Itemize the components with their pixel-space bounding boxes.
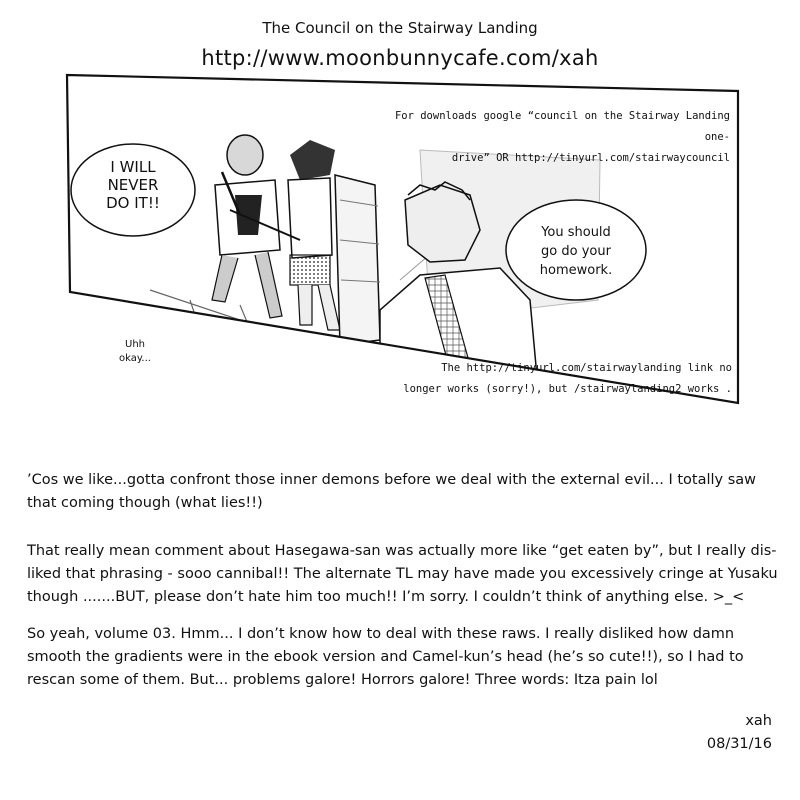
paragraph-2: That really mean comment about Hasegawa-san was actually more like “get eaten by”, but I really dis-liked that phrasing - sooo cannibal!! The alternate TL may have made you excessively cringe at Yusaku though .......BUT, please don’t hate him too much!! I’m sorry. I couldn’t think of anything else. >_< (27, 543, 778, 605)
page-title: The Council on the Stairway Landing (262, 19, 538, 37)
bubble-text-uhh: Uhh okay... (119, 339, 151, 364)
link-note: The http://tinyurl.com/stairwaylanding link no longer works (sorry!), but /stairwaylanding2 works . (403, 362, 732, 395)
download-note: For downloads google “council on the Stairway Landing one- drive” OR http://tinyurl.com/stairwaycouncil (394, 110, 730, 164)
paragraph-3: So yeah, volume 03. Hmm... I don’t know how to deal with these raws. I really disliked how damn smooth the gradients were in the ebook version and Camel-kun’s head (he’s so cute!!), so I had to rescan some of them. But... problems galore! Horrors galore! Three words: Itza pain lol (27, 626, 744, 688)
bubble-text-shout: I WILL NEVER DO IT!! (106, 158, 160, 212)
signature-date: 08/31/16 (706, 736, 772, 752)
signature-name: xah (745, 713, 772, 729)
site-url[interactable]: http://www.moonbunnycafe.com/xah (201, 46, 599, 70)
signature (707, 710, 772, 756)
paragraph-1: ’Cos we like...gotta confront those inner demons before we deal with the external evil... I totally saw that coming though (what lies!!) (27, 472, 757, 511)
bubble-text-homework: You should go do your homework. (539, 225, 613, 278)
